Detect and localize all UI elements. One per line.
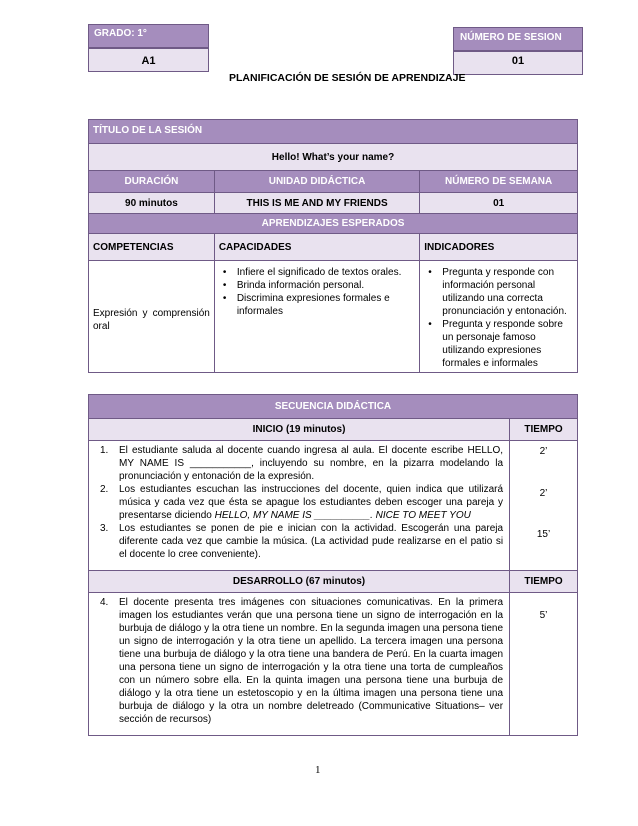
inicio-tiempo-label: TIEMPO [510, 419, 578, 441]
indicadores-cell [420, 261, 578, 373]
grado-value: A1 [141, 55, 156, 67]
item-text: Los estudiantes escuchan las instrucciones del docente, quien indica que utilizará música y cada vez que ésta se apague los estudiantes deben escoger una pareja y presentarse diciendo [119, 484, 504, 521]
semana-label: NÚMERO DE SEMANA [420, 171, 578, 193]
grado-label-cell [88, 24, 209, 48]
item-number: 1. [100, 445, 109, 456]
titulo-label: TÍTULO DE LA SESIÓN [89, 120, 578, 144]
inicio-label: INICIO (19 minutos) [89, 419, 510, 441]
list-item: • Pregunta y responde con información personal utilizando una correcta pronunciación y entonación. [424, 266, 573, 318]
indicadores-label: INDICADORES [420, 234, 578, 261]
item-text-italic: HELLO, MY NAME IS __________. NICE TO MEET YOU [214, 510, 471, 521]
secuencia-table [88, 394, 578, 736]
secuencia-title: SECUENCIA DIDÁCTICA [89, 395, 578, 419]
item-number: 3. [100, 523, 109, 534]
page-number: 1 [315, 764, 321, 776]
desarrollo-content [89, 593, 510, 736]
list-item: • Discrimina expresiones formales e informales [219, 292, 415, 318]
competencia-cell [89, 261, 215, 373]
list-item [91, 483, 503, 522]
list-item [91, 522, 503, 561]
unidad-label: UNIDAD DIDÁCTICA [214, 171, 419, 193]
desarrollo-tiempos [510, 593, 578, 736]
item-text: El docente presenta tres imágenes con situaciones comunicativas. En la primera imagen los estudiantes verán que una persona tiene un signo de interrogación en la burbuja de diálogo y la otra tiene un nombre. En la segunda imagen una persona tiene un signo de interrogación y la otra tiene un apellido. La tercera imagen una persona tiene una burbuja de diálogo y la otra tiene una bandera de Perú. En la cuarta imagen una persona tiene un signo de interrogación y la otra tiene una torta de cumpleaños con un número sobre ella. En la quinta imagen una persona tiene una burbuja de diálogo y la otra tiene un estetoscopio y en la última imagen una persona tiene una burbuja de diálogo y la otra un nombre deletreado (Communicative Situations– ver sección de recursos) [119, 597, 504, 725]
numero-sesion-value: 01 [511, 55, 525, 67]
desarrollo-label: DESARROLLO (67 minutos) [89, 571, 510, 593]
capacidades-label: CAPACIDADES [214, 234, 419, 261]
duracion-label: DURACIÓN [89, 171, 215, 193]
grado-label: GRADO: 1° [94, 28, 147, 39]
duracion-value: 90 minutos [89, 193, 215, 214]
numero-sesion-value-cell [453, 51, 583, 75]
capacidades-list [219, 266, 415, 318]
tiempo-value: 2’ [539, 488, 548, 499]
item-number: 4. [100, 597, 109, 608]
tiempo-value: 2’ [539, 446, 548, 457]
tiempo-value: 5’ [539, 610, 548, 621]
competencias-label: COMPETENCIAS [89, 234, 215, 261]
competencia-text: Expresión y comprensión oral [93, 307, 210, 332]
capacidades-cell [214, 261, 419, 373]
item-text: El estudiante saluda al docente cuando ingresa al aula. El docente escribe HELLO, MY NAME IS ___________, incluyendo su nombre, en la pizarra modelando la pronunciación y entonación de la expresión. [119, 445, 504, 482]
desarrollo-list [91, 596, 503, 726]
grado-value-cell [88, 48, 209, 72]
inicio-tiempos [510, 441, 578, 571]
numero-sesion-label-cell [453, 27, 583, 51]
desarrollo-tiempo-label: TIEMPO [510, 571, 578, 593]
list-item [91, 444, 503, 483]
inicio-content [89, 441, 510, 571]
list-item [91, 596, 503, 726]
titulo-value: Hello! What’s your name? [89, 144, 578, 171]
item-text: Los estudiantes se ponen de pie e inician con la actividad. Escogerán una pareja diferente cada vez que cambie la música. (La actividad pude realizarse en el patio si el docente lo cree conveniente). [119, 523, 504, 560]
page-title: PLANIFICACIÓN DE SESIÓN DE APRENDIZAJE [229, 72, 466, 84]
list-item: • Pregunta y responde sobre un personaje famoso utilizando expresiones formales e informales [424, 318, 573, 370]
aprendizajes-label: APRENDIZAJES ESPERADOS [89, 214, 578, 234]
unidad-value: THIS IS ME AND MY FRIENDS [214, 193, 419, 214]
list-item: • Infiere el significado de textos orales. [219, 266, 415, 279]
item-number: 2. [100, 484, 109, 495]
semana-value: 01 [420, 193, 578, 214]
indicadores-list [424, 266, 573, 370]
numero-sesion-label: NÚMERO DE SESION [460, 32, 562, 43]
session-table [88, 119, 578, 373]
list-item: • Brinda información personal. [219, 279, 415, 292]
inicio-list [91, 444, 503, 561]
tiempo-value: 15’ [536, 529, 551, 540]
